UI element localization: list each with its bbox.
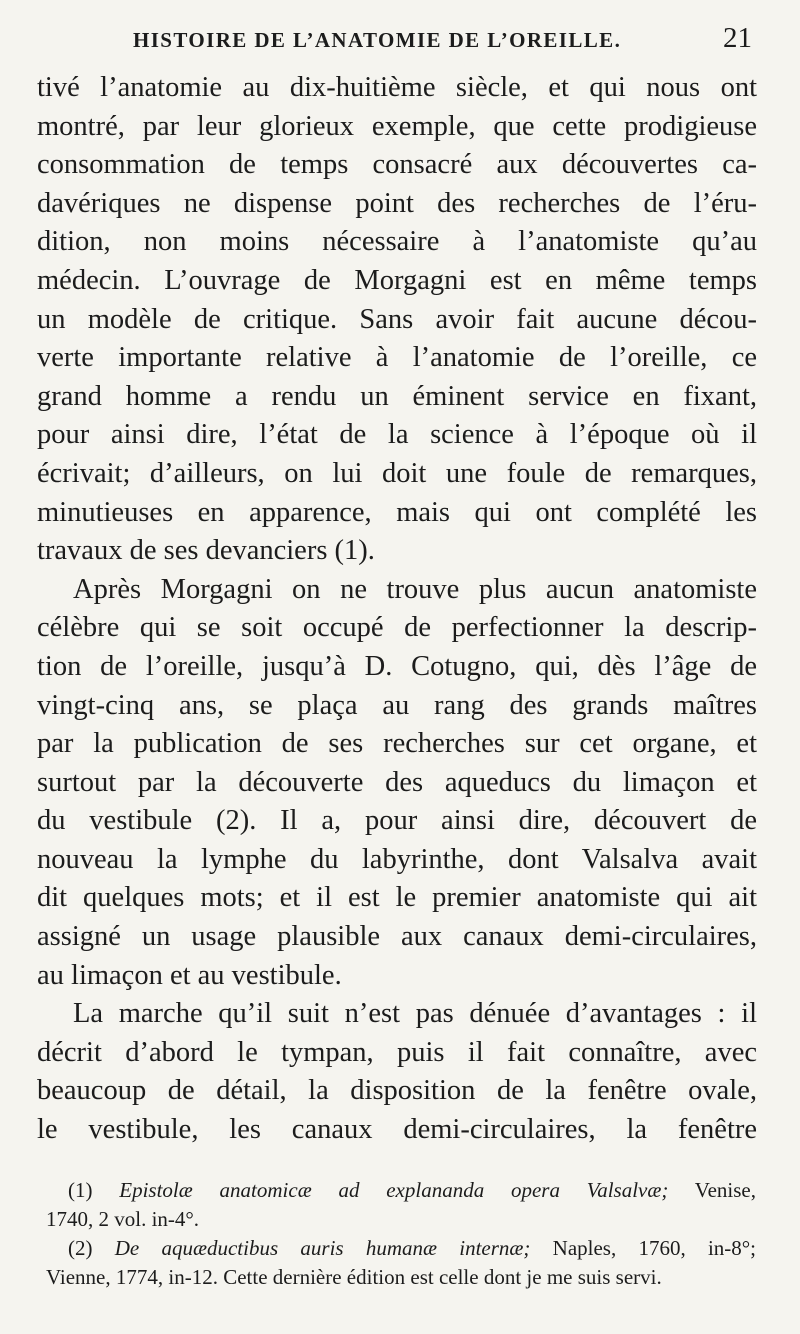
text-line: pour ainsi dire, l’état de la science à l’époque où il bbox=[37, 419, 757, 451]
body-text bbox=[37, 69, 757, 1150]
text-line: grand homme a rendu un éminent service en fixant, bbox=[37, 380, 757, 412]
footnote-2-place: Naples, 1760, in-8°; bbox=[552, 1236, 757, 1260]
footnote-2-marker: (2) bbox=[68, 1236, 93, 1260]
text-line: beaucoup de détail, la disposition de la fenêtre ovale, bbox=[37, 1075, 757, 1107]
footnote-1 bbox=[46, 1176, 756, 1234]
paragraph-end-line: au limaçon et au vestibule. bbox=[37, 959, 342, 991]
footnote-1-line-2: 1740, 2 vol. in-4°. bbox=[46, 1207, 200, 1231]
running-title: HISTOIRE DE L’ANATOMIE DE L’OREILLE. bbox=[133, 28, 622, 52]
footnote-2-title: De aquæductibus auris humanæ internæ; bbox=[114, 1236, 531, 1260]
text-line: assigné un usage plausible aux canaux demi-circulaires, bbox=[37, 921, 757, 953]
footnote-1-title: Epistolæ anatomicæ ad explananda opera Valsalvæ; bbox=[119, 1178, 669, 1202]
page-number: 21 bbox=[723, 22, 752, 54]
text-line: médecin. L’ouvrage de Morgagni est en même temps bbox=[37, 264, 757, 296]
paragraph-start-line: La marche qu’il suit n’est pas dénuée d’avantages : il bbox=[73, 998, 757, 1030]
footnote-1-line-1 bbox=[46, 1176, 756, 1205]
text-line: écrivait; d’ailleurs, on lui doit une foule de remarques, bbox=[37, 457, 757, 489]
text-line: davériques ne dispense point des recherches de l’éru- bbox=[37, 187, 757, 219]
text-line: par la publication de ses recherches sur cet organe, et bbox=[37, 728, 757, 760]
footnote-2-line-2: Vienne, 1774, in-12. Cette dernière édition est celle dont je me suis servi. bbox=[46, 1265, 662, 1289]
text-line: montré, par leur glorieux exemple, que cette prodigieuse bbox=[37, 110, 757, 142]
text-line: célèbre qui se soit occupé de perfectionner la descrip- bbox=[37, 612, 757, 644]
text-line: tion de l’oreille, jusqu’à D. Cotugno, qui, dès l’âge de bbox=[37, 650, 757, 682]
text-line: consommation de temps consacré aux découvertes ca- bbox=[37, 149, 757, 181]
footnotes bbox=[46, 1176, 756, 1292]
text-line: minutieuses en apparence, mais qui ont complété les bbox=[37, 496, 757, 528]
text-line: nouveau la lymphe du labyrinthe, dont Valsalva avait bbox=[37, 843, 757, 875]
text-line: du vestibule (2). Il a, pour ainsi dire, découvert de bbox=[37, 805, 757, 837]
text-line: un modèle de critique. Sans avoir fait aucune décou- bbox=[37, 303, 757, 335]
text-line: dit quelques mots; et il est le premier anatomiste qui ait bbox=[37, 882, 757, 914]
text-line: surtout par la découverte des aqueducs du limaçon et bbox=[37, 766, 757, 798]
text-line: dition, non moins nécessaire à l’anatomiste qu’au bbox=[37, 226, 757, 258]
paragraph-start-line: Après Morgagni on ne trouve plus aucun anatomiste bbox=[73, 573, 757, 605]
footnote-1-place: Venise, bbox=[694, 1178, 757, 1202]
footnote-2-line-1 bbox=[46, 1234, 756, 1263]
text-line: verte importante relative à l’anatomie de l’oreille, ce bbox=[37, 342, 757, 374]
running-head bbox=[0, 22, 800, 58]
footnote-1-marker: (1) bbox=[68, 1178, 93, 1202]
text-line: décrit d’abord le tympan, puis il fait connaître, avec bbox=[37, 1036, 757, 1068]
text-line: tivé l’anatomie au dix-huitième siècle, et qui nous ont bbox=[37, 72, 757, 103]
text-line: vingt-cinq ans, se plaça au rang des grands maîtres bbox=[37, 689, 757, 721]
paragraph-end-line: travaux de ses devanciers (1). bbox=[37, 535, 375, 567]
footnote-2 bbox=[46, 1234, 756, 1292]
text-line: le vestibule, les canaux demi-circulaires, la fenêtre bbox=[37, 1114, 757, 1146]
